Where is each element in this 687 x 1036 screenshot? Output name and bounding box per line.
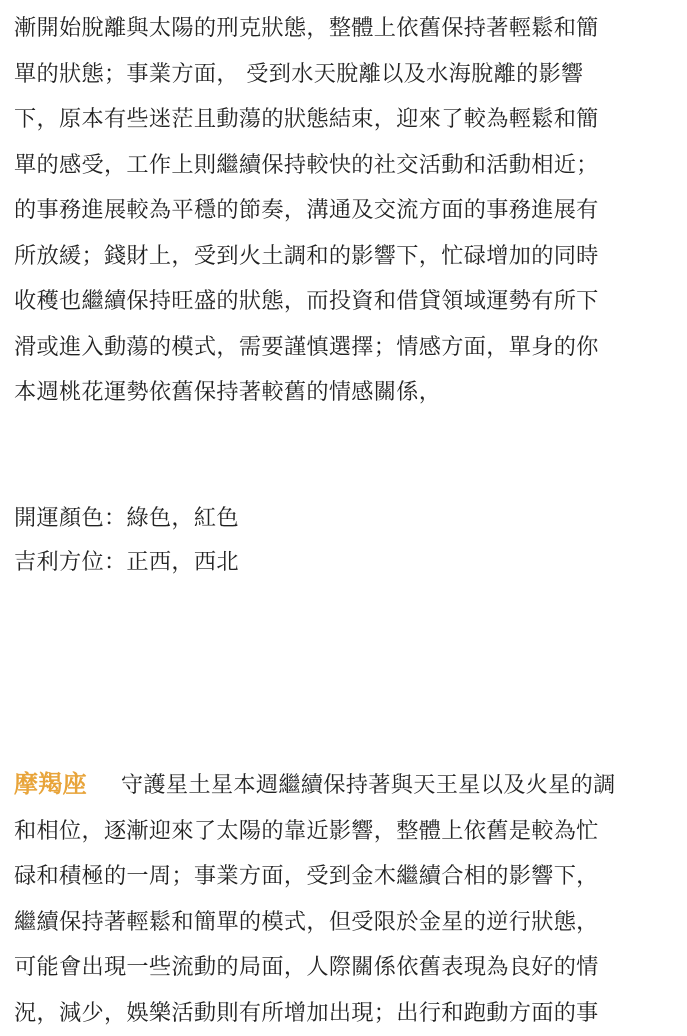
text-line: 可能會出現一些流動的局面，人際關係依舊表現為良好的情	[14, 945, 676, 991]
text-line: 單的感受，工作上則繼續保持較快的社交活動和活動相近；	[14, 143, 676, 189]
text-line: 碌和積極的一周；事業方面，受到金木繼續合相的影響下，	[14, 854, 676, 900]
text-line: 下，原本有些迷茫且動蕩的狀態結束，迎來了較為輕鬆和簡	[14, 97, 676, 143]
text-line: 繼續保持著輕鬆和簡單的模式，但受限於金星的逆行狀態，	[14, 900, 676, 946]
text-line: 本週桃花運勢依舊保持著較舊的情感關係，	[14, 370, 676, 416]
sign-heading-capricorn: 摩羯座	[14, 770, 87, 798]
capricorn-first-line	[14, 762, 676, 809]
intro-paragraph	[14, 6, 676, 416]
text-line: 和相位，逐漸迎來了太陽的靠近影響，整體上依舊是較為忙	[14, 809, 676, 855]
lucky-direction	[14, 540, 676, 586]
text-line: 況，減少，娛樂活動則有所增加出現；出行和跑動方面的事	[14, 991, 676, 1036]
capricorn-paragraph	[14, 762, 676, 1036]
text-line: 所放緩；錢財上，受到火土調和的影響下，忙碌增加的同時	[14, 234, 676, 280]
lucky-color	[14, 496, 676, 542]
text-line: 的事務進展較為平穩的節奏，溝通及交流方面的事務進展有	[14, 188, 676, 234]
text-line: 滑或進入動蕩的模式，需要謹慎選擇；情感方面，單身的你	[14, 325, 676, 371]
lucky-color-text: 開運顏色：綠色，紅色	[14, 496, 676, 542]
text-line: 單的狀態；事業方面， 受到水天脫離以及水海脫離的影響	[14, 52, 676, 98]
lucky-direction-text: 吉利方位：正西，西北	[14, 540, 676, 586]
text-line: 守護星土星本週繼續保持著與天王星以及火星的調	[121, 772, 616, 798]
text-line: 收穫也繼續保持旺盛的狀態，而投資和借貸領域運勢有所下	[14, 279, 676, 325]
text-line: 漸開始脫離與太陽的刑克狀態，整體上依舊保持著輕鬆和簡	[14, 6, 676, 52]
